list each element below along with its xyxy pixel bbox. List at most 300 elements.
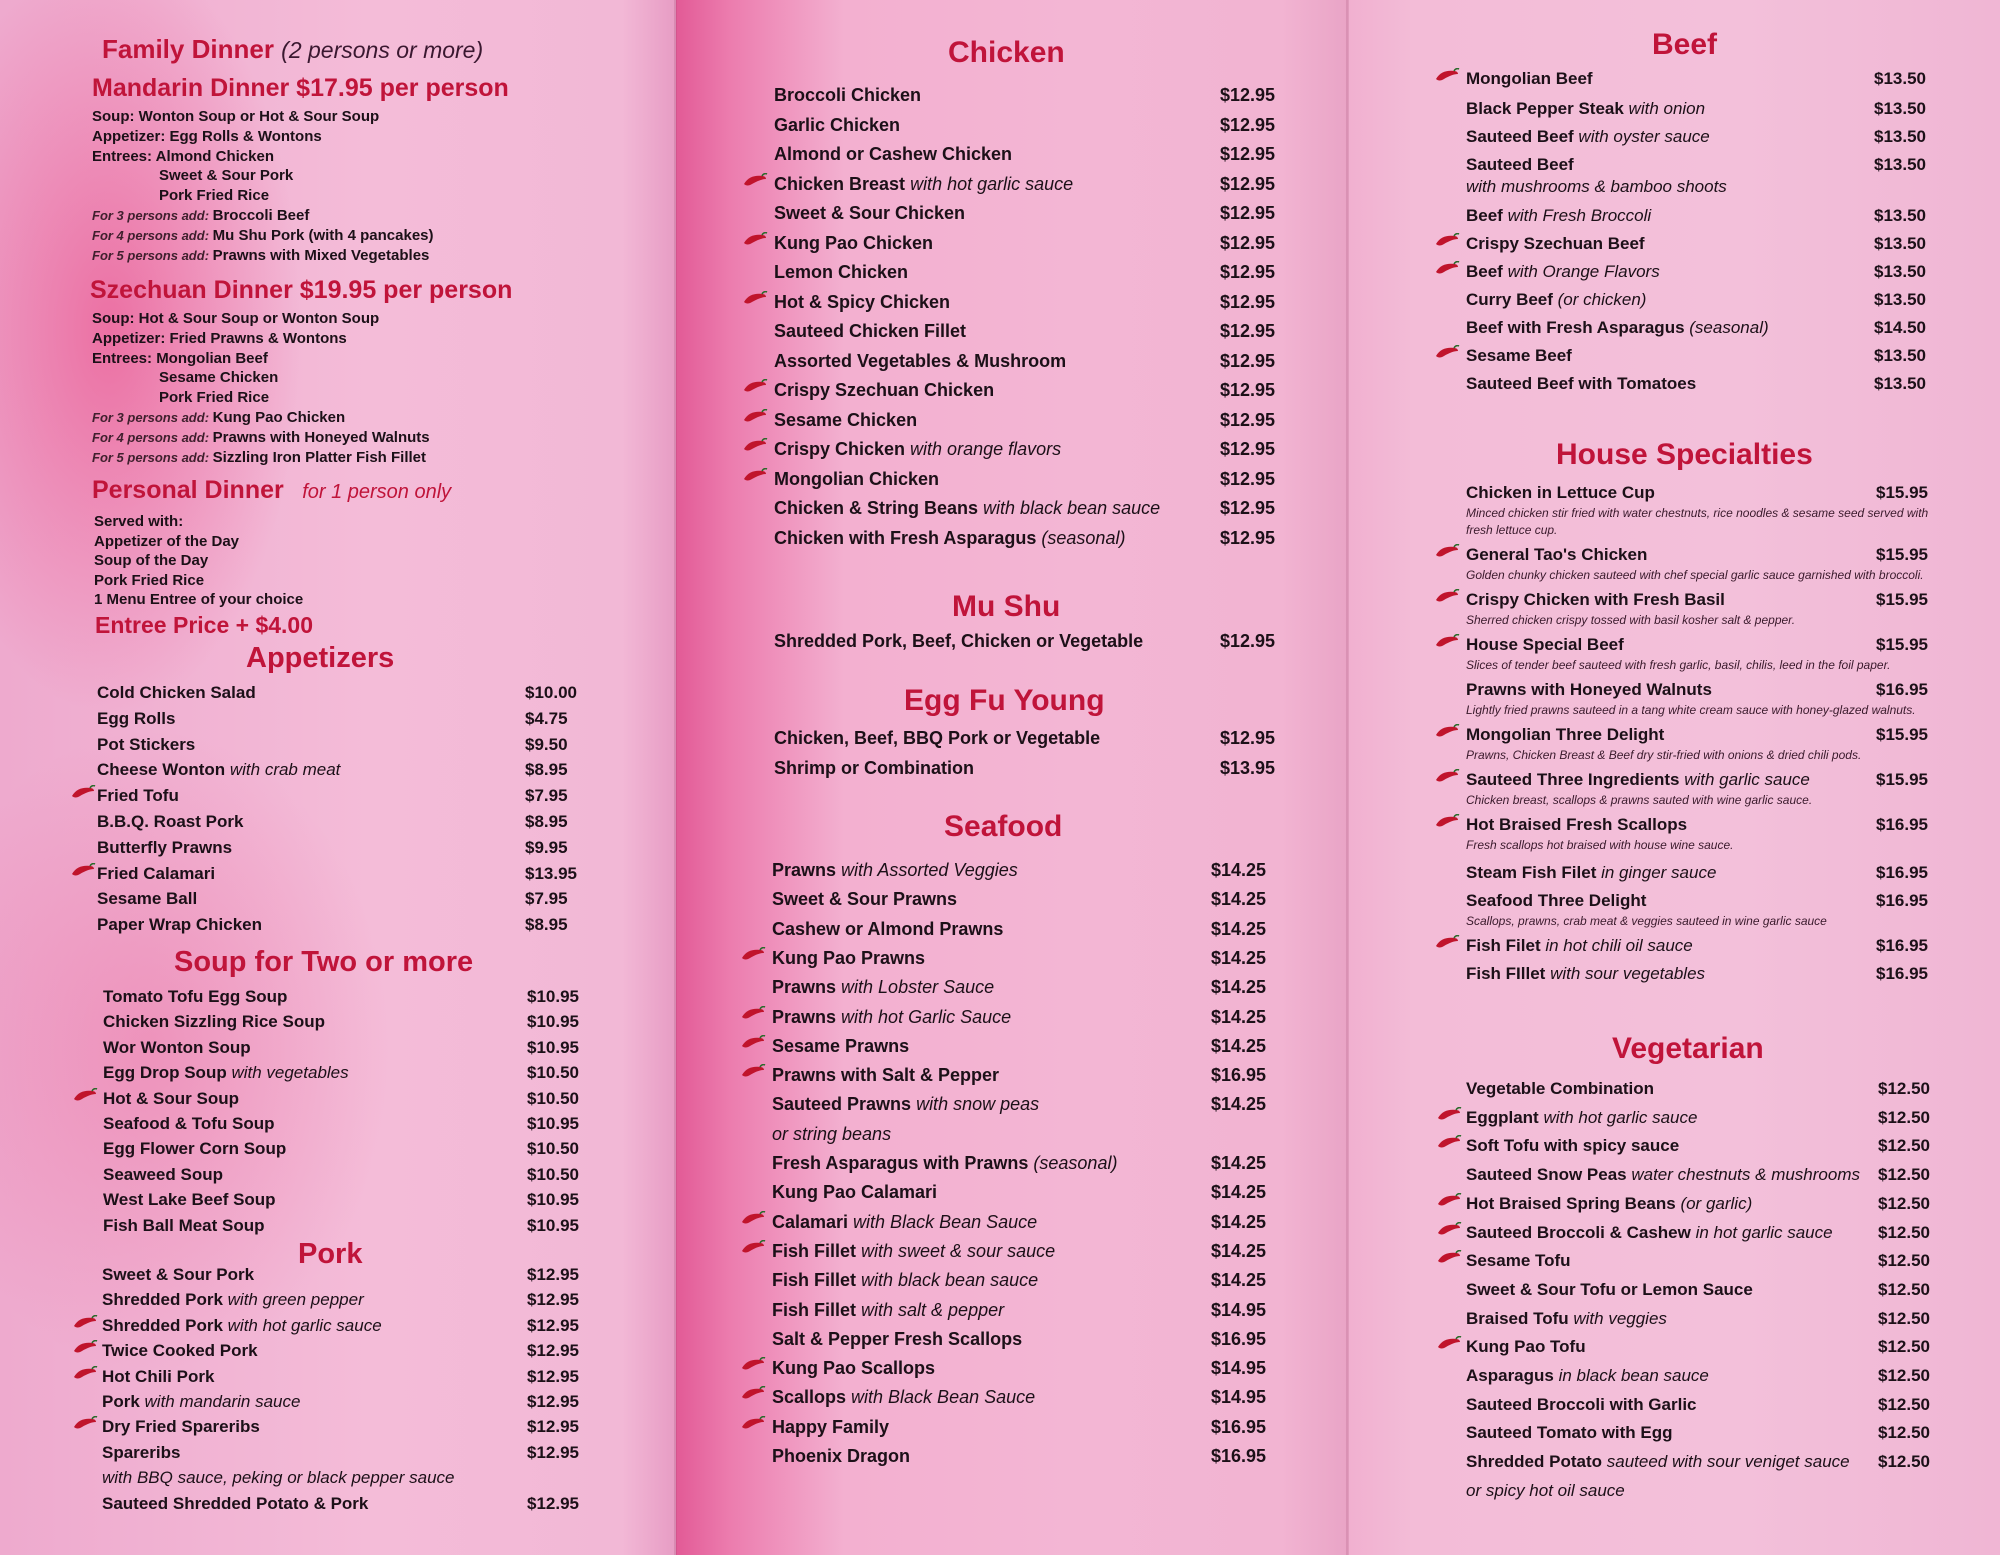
menu-item-name — [1466, 484, 1655, 501]
menu-item-name — [102, 1393, 300, 1410]
item-name-text: Prawns — [772, 1006, 837, 1027]
menu-item-price: $16.95 — [1876, 936, 1928, 955]
menu-item-name — [772, 1125, 891, 1143]
item-description: in hot chili oil sauce — [1540, 936, 1693, 955]
menu-item-price: $12.95 — [527, 1493, 579, 1513]
personal-dinner-note: for 1 person only — [302, 481, 452, 503]
dinner-line — [92, 351, 268, 366]
item-name-text: Sauteed Three Ingredients — [1466, 770, 1680, 789]
menu-item-price: $13.50 — [1874, 374, 1926, 393]
menu-item-price: $12.95 — [1220, 144, 1276, 164]
menu-item-name — [774, 86, 921, 104]
item-detail: Sherred chicken crispy tossed with basil kosher salt & pepper. — [1466, 613, 1796, 627]
family-dinner-note: (2 persons or more) — [281, 37, 484, 63]
dinner-line-text: Mu Shu Pork (with 4 pancakes) — [212, 226, 434, 244]
menu-item-price: $14.25 — [1211, 1094, 1267, 1115]
item-detail: Scallops, prawns, crab meat & veggies sauteed in wine garlic sauce — [1466, 914, 1827, 928]
item-description: sauteed with sour veniget sauce — [1602, 1452, 1850, 1472]
menu-item-name — [102, 1342, 258, 1359]
menu-item-name — [772, 1008, 1011, 1026]
dinner-line-text: Appetizer: Fried Prawns & Wontons — [92, 329, 347, 347]
item-description: with black bean sauce — [856, 1270, 1039, 1291]
item-description: with snow peas — [911, 1094, 1040, 1115]
menu-item-name — [1466, 636, 1624, 653]
menu-item-name — [1466, 546, 1647, 563]
menu-item-name — [102, 1469, 454, 1486]
item-description: or string beans — [772, 1123, 892, 1144]
menu-item-name — [1466, 100, 1705, 117]
item-name-text: Seaweed Soup — [103, 1164, 223, 1184]
item-name-text: Phoenix Dragon — [772, 1446, 911, 1466]
chili-pepper-icon — [72, 1088, 98, 1102]
chili-pepper-icon — [1434, 233, 1460, 247]
dinner-line — [159, 168, 293, 183]
menu-item-name — [103, 1039, 251, 1056]
item-name-text: Hot Braised Fresh Scallops — [1466, 815, 1688, 834]
menu-item-name — [102, 1418, 260, 1435]
menu-item-name — [772, 1037, 909, 1055]
menu-item-price: $12.50 — [1878, 1193, 1930, 1213]
chili-pepper-icon — [740, 1357, 766, 1371]
menu-item-name — [774, 440, 1061, 458]
dinner-line-text: Appetizer: Egg Rolls & Wontons — [92, 127, 322, 145]
chili-pepper-icon — [740, 1386, 766, 1400]
item-description: with sweet & sour sauce — [856, 1240, 1056, 1261]
item-name-text: Black Pepper Steak — [1466, 99, 1624, 118]
dinner-line — [92, 430, 430, 445]
menu-item-price: $12.50 — [1878, 1107, 1930, 1127]
item-name-text: Hot Chili Pork — [102, 1366, 215, 1386]
menu-item-name — [774, 263, 908, 281]
menu-item-name — [772, 861, 1018, 879]
menu-item-name — [1466, 965, 1705, 982]
chili-pepper-icon — [1434, 544, 1460, 558]
family-dinner-heading — [102, 34, 483, 65]
menu-item-name — [774, 411, 917, 429]
item-name-text: Hot Braised Spring Beans — [1466, 1193, 1676, 1213]
menu-item-price: $12.95 — [1220, 232, 1276, 253]
item-name-text: Scallops — [772, 1387, 847, 1408]
menu-item-price: $16.95 — [1876, 815, 1928, 834]
item-name-text: Fried Tofu — [97, 786, 179, 806]
menu-item-price: $14.25 — [1211, 1211, 1267, 1232]
item-name-text: Curry Beef — [1466, 290, 1553, 309]
dinner-line-text: Entrees: Mongolian Beef — [92, 349, 268, 367]
menu-item-price: $16.95 — [1211, 1065, 1267, 1086]
menu-item-name — [772, 1447, 910, 1465]
dinner-line — [92, 129, 322, 144]
chili-pepper-icon — [740, 1006, 766, 1020]
dinner-line — [92, 208, 309, 223]
menu-item-price: $16.95 — [1876, 964, 1928, 983]
menu-item-name — [774, 145, 1012, 163]
mandarin-dinner-title: Mandarin Dinner $17.95 per person — [92, 74, 509, 102]
menu-item-name — [772, 1301, 1004, 1319]
menu-item-price: $14.25 — [1211, 977, 1267, 998]
soup-heading: Soup for Two or more — [174, 946, 474, 978]
item-name-text: West Lake Beef Soup — [103, 1190, 276, 1210]
item-name-text: Steam Fish Filet — [1466, 863, 1597, 882]
dinner-line-text: Pork Fried Rice — [94, 571, 205, 589]
dinner-line-prefix: For 3 persons add: — [92, 208, 213, 223]
menu-item-price: $13.50 — [1874, 346, 1926, 365]
beef-heading: Beef — [1652, 28, 1718, 61]
menu-item-name — [1466, 156, 1574, 173]
menu-item-name — [103, 1013, 325, 1030]
item-name-text: Sauteed Beef — [1466, 127, 1574, 146]
chili-pepper-icon — [1434, 724, 1460, 738]
personal-dinner-title: Personal Dinner — [92, 476, 284, 504]
item-name-text: Beef — [1466, 262, 1503, 281]
menu-item-price: $16.95 — [1211, 1416, 1267, 1437]
item-description: in hot garlic sauce — [1690, 1222, 1833, 1242]
menu-item-name — [97, 736, 195, 753]
item-detail: Lightly fried prawns sauteed in a tang white cream sauce with honey-glazed walnuts. — [1466, 703, 1916, 717]
chili-pepper-icon — [742, 232, 768, 246]
menu-item-price: $12.50 — [1878, 1165, 1930, 1185]
menu-item-price: $9.95 — [525, 837, 568, 857]
item-name-text: Kung Pao Chicken — [774, 232, 934, 253]
chili-pepper-icon — [740, 1240, 766, 1254]
item-name-text: Prawns — [772, 977, 837, 998]
dinner-line — [92, 228, 434, 243]
dinner-line — [92, 450, 426, 465]
menu-item-price: $12.50 — [1878, 1308, 1930, 1328]
menu-item-name — [1466, 347, 1572, 364]
menu-item-name — [1466, 1195, 1752, 1212]
menu-item-price: $12.95 — [527, 1442, 579, 1462]
menu-item-name — [1466, 291, 1646, 308]
item-name-text: B.B.Q. Roast Pork — [97, 812, 244, 831]
personal-dinner-price: Entree Price + $4.00 — [95, 612, 314, 638]
menu-item-price: $16.95 — [1211, 1446, 1267, 1466]
item-detail: Chicken breast, scallops & prawns sauted with wine garlic sauce. — [1466, 793, 1813, 807]
item-name-text: Sesame Chicken — [774, 409, 918, 430]
item-name-text: Kung Pao Prawns — [772, 947, 926, 968]
menu-item-price: $16.95 — [1876, 863, 1928, 882]
menu-item-price: $12.95 — [1220, 262, 1276, 282]
item-description: (seasonal) — [1036, 527, 1126, 548]
menu-item-name — [97, 710, 175, 727]
dinner-line — [94, 573, 204, 588]
chili-pepper-icon — [740, 1035, 766, 1049]
menu-item-name — [103, 1140, 286, 1157]
item-name-text: Sauteed Beef with Tomatoes — [1466, 374, 1697, 393]
menu-item-price: $13.95 — [1220, 757, 1276, 778]
item-name-text: Sauteed Chicken Fillet — [774, 321, 967, 341]
menu-item-name — [102, 1291, 364, 1308]
menu-item-name — [1466, 375, 1696, 392]
item-description: with sour vegetables — [1545, 964, 1706, 983]
item-description: with black bean sauce — [978, 498, 1161, 518]
item-name-text: Wor Wonton Soup — [103, 1037, 251, 1057]
item-name-text: Sauteed Prawns — [772, 1094, 912, 1115]
item-name-text: Calamari — [772, 1211, 849, 1232]
item-description: with hot garlic sauce — [905, 173, 1074, 194]
menu-item-name — [774, 175, 1073, 193]
item-name-text: Prawns — [772, 860, 837, 880]
item-name-text: Pot Stickers — [97, 734, 196, 754]
item-description: with onion — [1623, 99, 1706, 118]
item-description: with Lobster Sauce — [836, 977, 995, 998]
item-description: with salt & pepper — [856, 1299, 1005, 1320]
menu-item-name — [774, 322, 966, 340]
menu-item-name — [772, 1213, 1037, 1231]
menu-item-price: $14.25 — [1211, 1153, 1267, 1173]
chili-pepper-icon — [1434, 935, 1460, 949]
dinner-line — [94, 534, 239, 549]
item-description: with Black Bean Sauce — [846, 1387, 1036, 1408]
menu-item-price: $13.50 — [1874, 290, 1926, 309]
item-name-text: Chicken Sizzling Rice Soup — [103, 1012, 325, 1032]
item-name-text: Asparagus — [1466, 1366, 1554, 1385]
item-name-text: Mongolian Beef — [1466, 69, 1593, 88]
item-description: in black bean sauce — [1553, 1366, 1709, 1385]
menu-item-name — [772, 1242, 1055, 1260]
item-name-text: Fresh Asparagus with Prawns — [772, 1153, 1029, 1173]
item-name-text: Fish Ball Meat Soup — [103, 1215, 265, 1235]
item-name-text: Sauteed Beef — [1466, 155, 1574, 174]
menu-item-name — [774, 234, 933, 252]
menu-item-name — [1466, 681, 1712, 698]
chili-pepper-icon — [740, 1211, 766, 1225]
menu-item-name — [1466, 1424, 1673, 1441]
dinner-line-text: Kung Pao Chicken — [212, 409, 346, 426]
item-name-text: Chicken in Lettuce Cup — [1466, 483, 1655, 502]
menu-item-price: $15.95 — [1876, 770, 1928, 789]
menu-item-price: $14.25 — [1211, 1006, 1267, 1027]
menu-item-name — [1466, 1224, 1833, 1241]
menu-item-price: $12.50 — [1878, 1279, 1930, 1299]
menu-item-price: $12.95 — [1220, 527, 1276, 548]
chili-pepper-icon — [70, 863, 96, 877]
family-dinner-title: Family Dinner — [102, 34, 274, 64]
menu-item-name — [774, 204, 965, 222]
item-name-text: Shredded Pork, Beef, Chicken or Vegetable — [774, 631, 1144, 651]
menu-item-price: $16.95 — [1876, 891, 1928, 910]
item-name-text: Fried Calamari — [97, 863, 216, 883]
item-name-text: Crispy Szechuan Beef — [1466, 234, 1645, 253]
menu-item-name — [1466, 178, 1727, 195]
menu-item-price: $12.50 — [1878, 1394, 1930, 1414]
menu-item-price: $12.95 — [1220, 498, 1276, 518]
item-description: with mandarin sauce — [139, 1392, 301, 1411]
item-name-text: Prawns with Salt & Pepper — [772, 1065, 1000, 1086]
item-name-text: Crispy Chicken with Fresh Basil — [1466, 590, 1725, 609]
item-description: with hot Garlic Sauce — [836, 1006, 1012, 1027]
menu-item-price: $10.95 — [527, 1012, 579, 1032]
item-name-text: Sesame Tofu — [1466, 1251, 1571, 1271]
item-name-text: Sesame Beef — [1466, 346, 1572, 365]
menu-item-price: $15.95 — [1876, 635, 1928, 654]
item-name-text: Almond or Cashew Chicken — [774, 144, 1013, 164]
chili-pepper-icon — [740, 1416, 766, 1430]
menu-item-name — [772, 1183, 937, 1201]
chili-pepper-icon — [742, 173, 768, 187]
chili-pepper-icon — [740, 1064, 766, 1078]
menu-item-price: $12.50 — [1878, 1452, 1930, 1472]
item-description: (or chicken) — [1552, 290, 1647, 309]
item-name-text: Fish FIllet — [1466, 964, 1546, 983]
dinner-line-text: Soup of the Day — [94, 552, 209, 570]
item-detail: Fresh scallops hot braised with house wine sauce. — [1466, 838, 1734, 852]
menu-item-price: $9.50 — [525, 734, 568, 754]
item-name-text: Fish Filet — [1466, 936, 1541, 955]
menu-item-name — [1466, 263, 1660, 280]
item-name-text: Pork — [102, 1392, 140, 1411]
menu-item-price: $14.95 — [1211, 1358, 1267, 1379]
menu-item-price: $14.25 — [1211, 1182, 1267, 1203]
menu-item-price: $10.50 — [527, 1063, 579, 1083]
item-description: with oyster sauce — [1573, 127, 1710, 146]
house-heading: House Specialties — [1556, 438, 1813, 471]
menu-item-name — [103, 988, 287, 1005]
dinner-line-text: Soup: Hot & Sour Soup or Wonton Soup — [92, 310, 380, 327]
dinner-line — [92, 109, 379, 124]
menu-item-price: $12.95 — [1220, 321, 1276, 341]
item-name-text: Vegetable Combination — [1466, 1079, 1654, 1098]
chili-pepper-icon — [1436, 1222, 1462, 1236]
item-name-text: Fish Fillet — [772, 1240, 857, 1261]
menu-item-name — [1466, 1080, 1654, 1097]
item-name-text: Sweet & Sour Chicken — [774, 203, 966, 223]
menu-item-price: $14.25 — [1211, 1035, 1267, 1056]
menu-item-name — [1466, 1396, 1697, 1413]
item-name-text: Fish Fillet — [772, 1299, 857, 1320]
menu-item-price: $14.25 — [1211, 947, 1267, 968]
menu-item-name — [97, 865, 215, 882]
item-name-text: Butterfly Prawns — [97, 837, 233, 857]
chili-pepper-icon — [1434, 589, 1460, 603]
left-panel — [0, 0, 676, 1555]
menu-item-name — [774, 293, 950, 311]
menu-item-price: $12.95 — [1220, 380, 1276, 400]
menu-item-name — [772, 1271, 1038, 1289]
item-detail: Minced chicken stir fried with water chestnuts, rice noodles & sesame seed served with fresh lettuce cup. — [1466, 506, 1929, 537]
menu-item-name — [1466, 70, 1593, 87]
item-detail: Prawns, Chicken Breast & Beef dry stir-fried with onions & dried chili pods. — [1466, 748, 1862, 762]
personal-dinner-heading — [92, 476, 451, 505]
menu-item-price: $7.95 — [525, 786, 568, 806]
item-description: with hot garlic sauce — [1538, 1107, 1698, 1127]
item-name-text: Shredded Pork — [102, 1315, 223, 1335]
dinner-line-prefix: For 5 persons add: — [92, 449, 213, 465]
menu-item-price: $16.95 — [1211, 1328, 1267, 1349]
menu-item-price: $12.95 — [1220, 631, 1276, 651]
item-name-text: Paper Wrap Chicken — [97, 915, 263, 935]
dinner-line-text: Pork Fried Rice — [159, 187, 270, 205]
chili-pepper-icon — [1436, 1135, 1462, 1149]
menu-item-price: $10.95 — [527, 1190, 579, 1210]
menu-item-name — [102, 1266, 254, 1283]
menu-item-price: $8.95 — [525, 760, 568, 780]
menu-item-price: $12.95 — [1220, 114, 1276, 135]
dinner-line — [92, 149, 274, 164]
item-name-text: Egg Rolls — [97, 708, 176, 728]
item-name-text: Hot & Sour Soup — [103, 1088, 239, 1108]
menu-item-name — [772, 1388, 1035, 1406]
chili-pepper-icon — [1434, 345, 1460, 359]
menu-item-price: $15.95 — [1876, 483, 1928, 502]
item-name-text: Egg Drop Soup — [103, 1063, 227, 1083]
menu-item-price: $15.95 — [1876, 590, 1928, 609]
menu-item-name — [1466, 319, 1769, 336]
menu-item-name — [1466, 1310, 1667, 1327]
menu-item-name — [97, 813, 243, 830]
menu-item-price: $10.95 — [527, 1215, 579, 1235]
item-name-text: Cold Chicken Salad — [97, 683, 256, 702]
menu-item-price: $12.95 — [1220, 468, 1276, 489]
menu-item-name — [1466, 726, 1664, 743]
menu-item-name — [97, 787, 179, 804]
menu-item-name — [772, 1330, 1022, 1348]
item-detail: Slices of tender beef sauteed with fresh garlic, basil, chilis, leed in the foil paper. — [1466, 658, 1891, 672]
dinner-line — [92, 311, 379, 326]
menu-item-name — [97, 890, 197, 907]
vegetarian-heading: Vegetarian — [1612, 1032, 1764, 1065]
menu-item-price: $12.95 — [527, 1290, 579, 1310]
item-name-text: Sesame Prawns — [772, 1035, 910, 1056]
menu-item-price: $10.50 — [527, 1088, 579, 1108]
menu-item-name — [774, 116, 900, 134]
menu-item-name — [1466, 1453, 1850, 1470]
eggfu-heading: Egg Fu Young — [904, 684, 1105, 717]
item-name-text: Broccoli Chicken — [774, 85, 922, 105]
menu-item-name — [1466, 591, 1725, 608]
menu-item-price: $8.95 — [525, 812, 568, 831]
menu-item-name — [1466, 771, 1810, 788]
item-name-text: Hot & Spicy Chicken — [774, 291, 951, 312]
menu-item-name — [103, 1166, 223, 1183]
menu-item-name — [1466, 864, 1716, 881]
menu-item-price: $12.95 — [527, 1265, 579, 1284]
szechuan-dinner-title: Szechuan Dinner $19.95 per person — [90, 276, 513, 304]
dinner-line-text: Pork Fried Rice — [159, 389, 270, 407]
menu-item-price: $7.95 — [525, 889, 568, 909]
menu-item-name — [772, 1418, 889, 1436]
menu-item-price: $13.50 — [1874, 234, 1926, 253]
menu-item-price: $12.95 — [1220, 439, 1276, 459]
menu-item-name — [102, 1495, 368, 1512]
item-name-text: Sauteed Tomato with Egg — [1466, 1423, 1673, 1443]
item-name-text: Chicken, Beef, BBQ Pork or Vegetable — [774, 728, 1101, 748]
menu-item-price: $12.95 — [1220, 85, 1276, 105]
middle-panel — [676, 0, 1348, 1555]
item-name-text: Spareribs — [102, 1442, 181, 1462]
item-name-text: Sesame Ball — [97, 889, 198, 909]
chili-pepper-icon — [72, 1366, 98, 1380]
menu-item-price: $10.95 — [527, 1114, 579, 1133]
item-description: with green pepper — [222, 1290, 364, 1310]
pork-heading: Pork — [298, 1238, 363, 1270]
chili-pepper-icon — [1434, 261, 1460, 275]
menu-item-price: $13.50 — [1874, 262, 1926, 281]
menu-item-name — [1466, 1338, 1586, 1355]
item-description: with Fresh Broccoli — [1502, 206, 1652, 225]
item-name-text: Kung Pao Tofu — [1466, 1337, 1586, 1357]
chili-pepper-icon — [72, 1340, 98, 1354]
menu-item-price: $14.25 — [1211, 860, 1267, 880]
item-name-text: Cashew or Almond Prawns — [772, 918, 1004, 939]
item-description: with vegetables — [226, 1063, 349, 1083]
chili-pepper-icon — [742, 468, 768, 482]
menu-item-price: $12.95 — [527, 1341, 579, 1361]
dinner-line — [159, 370, 278, 385]
item-name-text: Sweet & Sour Tofu or Lemon Sauce — [1466, 1279, 1753, 1299]
menu-item-price: $12.50 — [1878, 1366, 1930, 1385]
item-description: (seasonal) — [1028, 1153, 1118, 1173]
menu-item-price: $10.95 — [527, 1037, 579, 1057]
